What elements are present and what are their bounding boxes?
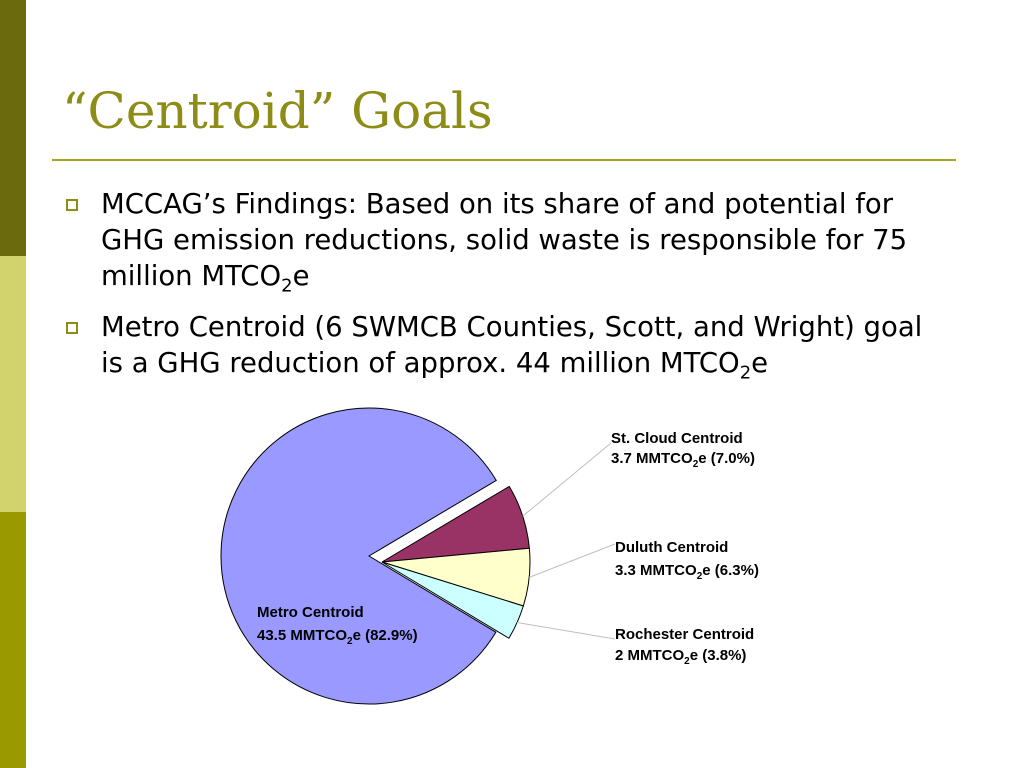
slice-label-name: St. Cloud Centroid <box>611 430 743 447</box>
slice-label-value: 3.3 $MMTCO_2e$ (6.3%) <box>615 562 759 582</box>
slice-label-value: 43.5 $MMTCO_2e$ (82.9%) <box>257 627 418 647</box>
bullet-tail: e <box>751 346 769 379</box>
slice-label-name: Rochester Centroid <box>615 626 755 643</box>
slide-title: “Centroid” Goals <box>62 82 493 140</box>
slice-label-value: 2 $MMTCO_2e$ (3.8%) <box>615 647 747 667</box>
bullet-text: Metro Centroid (6 SWMCB Counties, Scott, and Wright) goal is a GHG reduction of approx. 44 million MTCO <box>101 310 923 379</box>
bullet-subscript: 2 <box>281 275 293 297</box>
slice-label-name: Metro Centroid <box>257 604 364 621</box>
bullet-subscript: 2 <box>739 362 752 383</box>
leader-line <box>523 443 611 516</box>
bullet-text: MCCAG’s Findings: Based on its share of and potential for GHG emission reductions, solid waste is responsible for 75 million MTCO <box>101 188 908 292</box>
leader-line <box>517 623 615 639</box>
slice-label-value: 3.7 $MMTCO_2e$ (7.0%) <box>611 450 755 470</box>
slice-label-name: Duluth Centroid <box>615 539 729 556</box>
bullet-tail: e <box>292 260 310 292</box>
leader-line <box>529 544 615 577</box>
